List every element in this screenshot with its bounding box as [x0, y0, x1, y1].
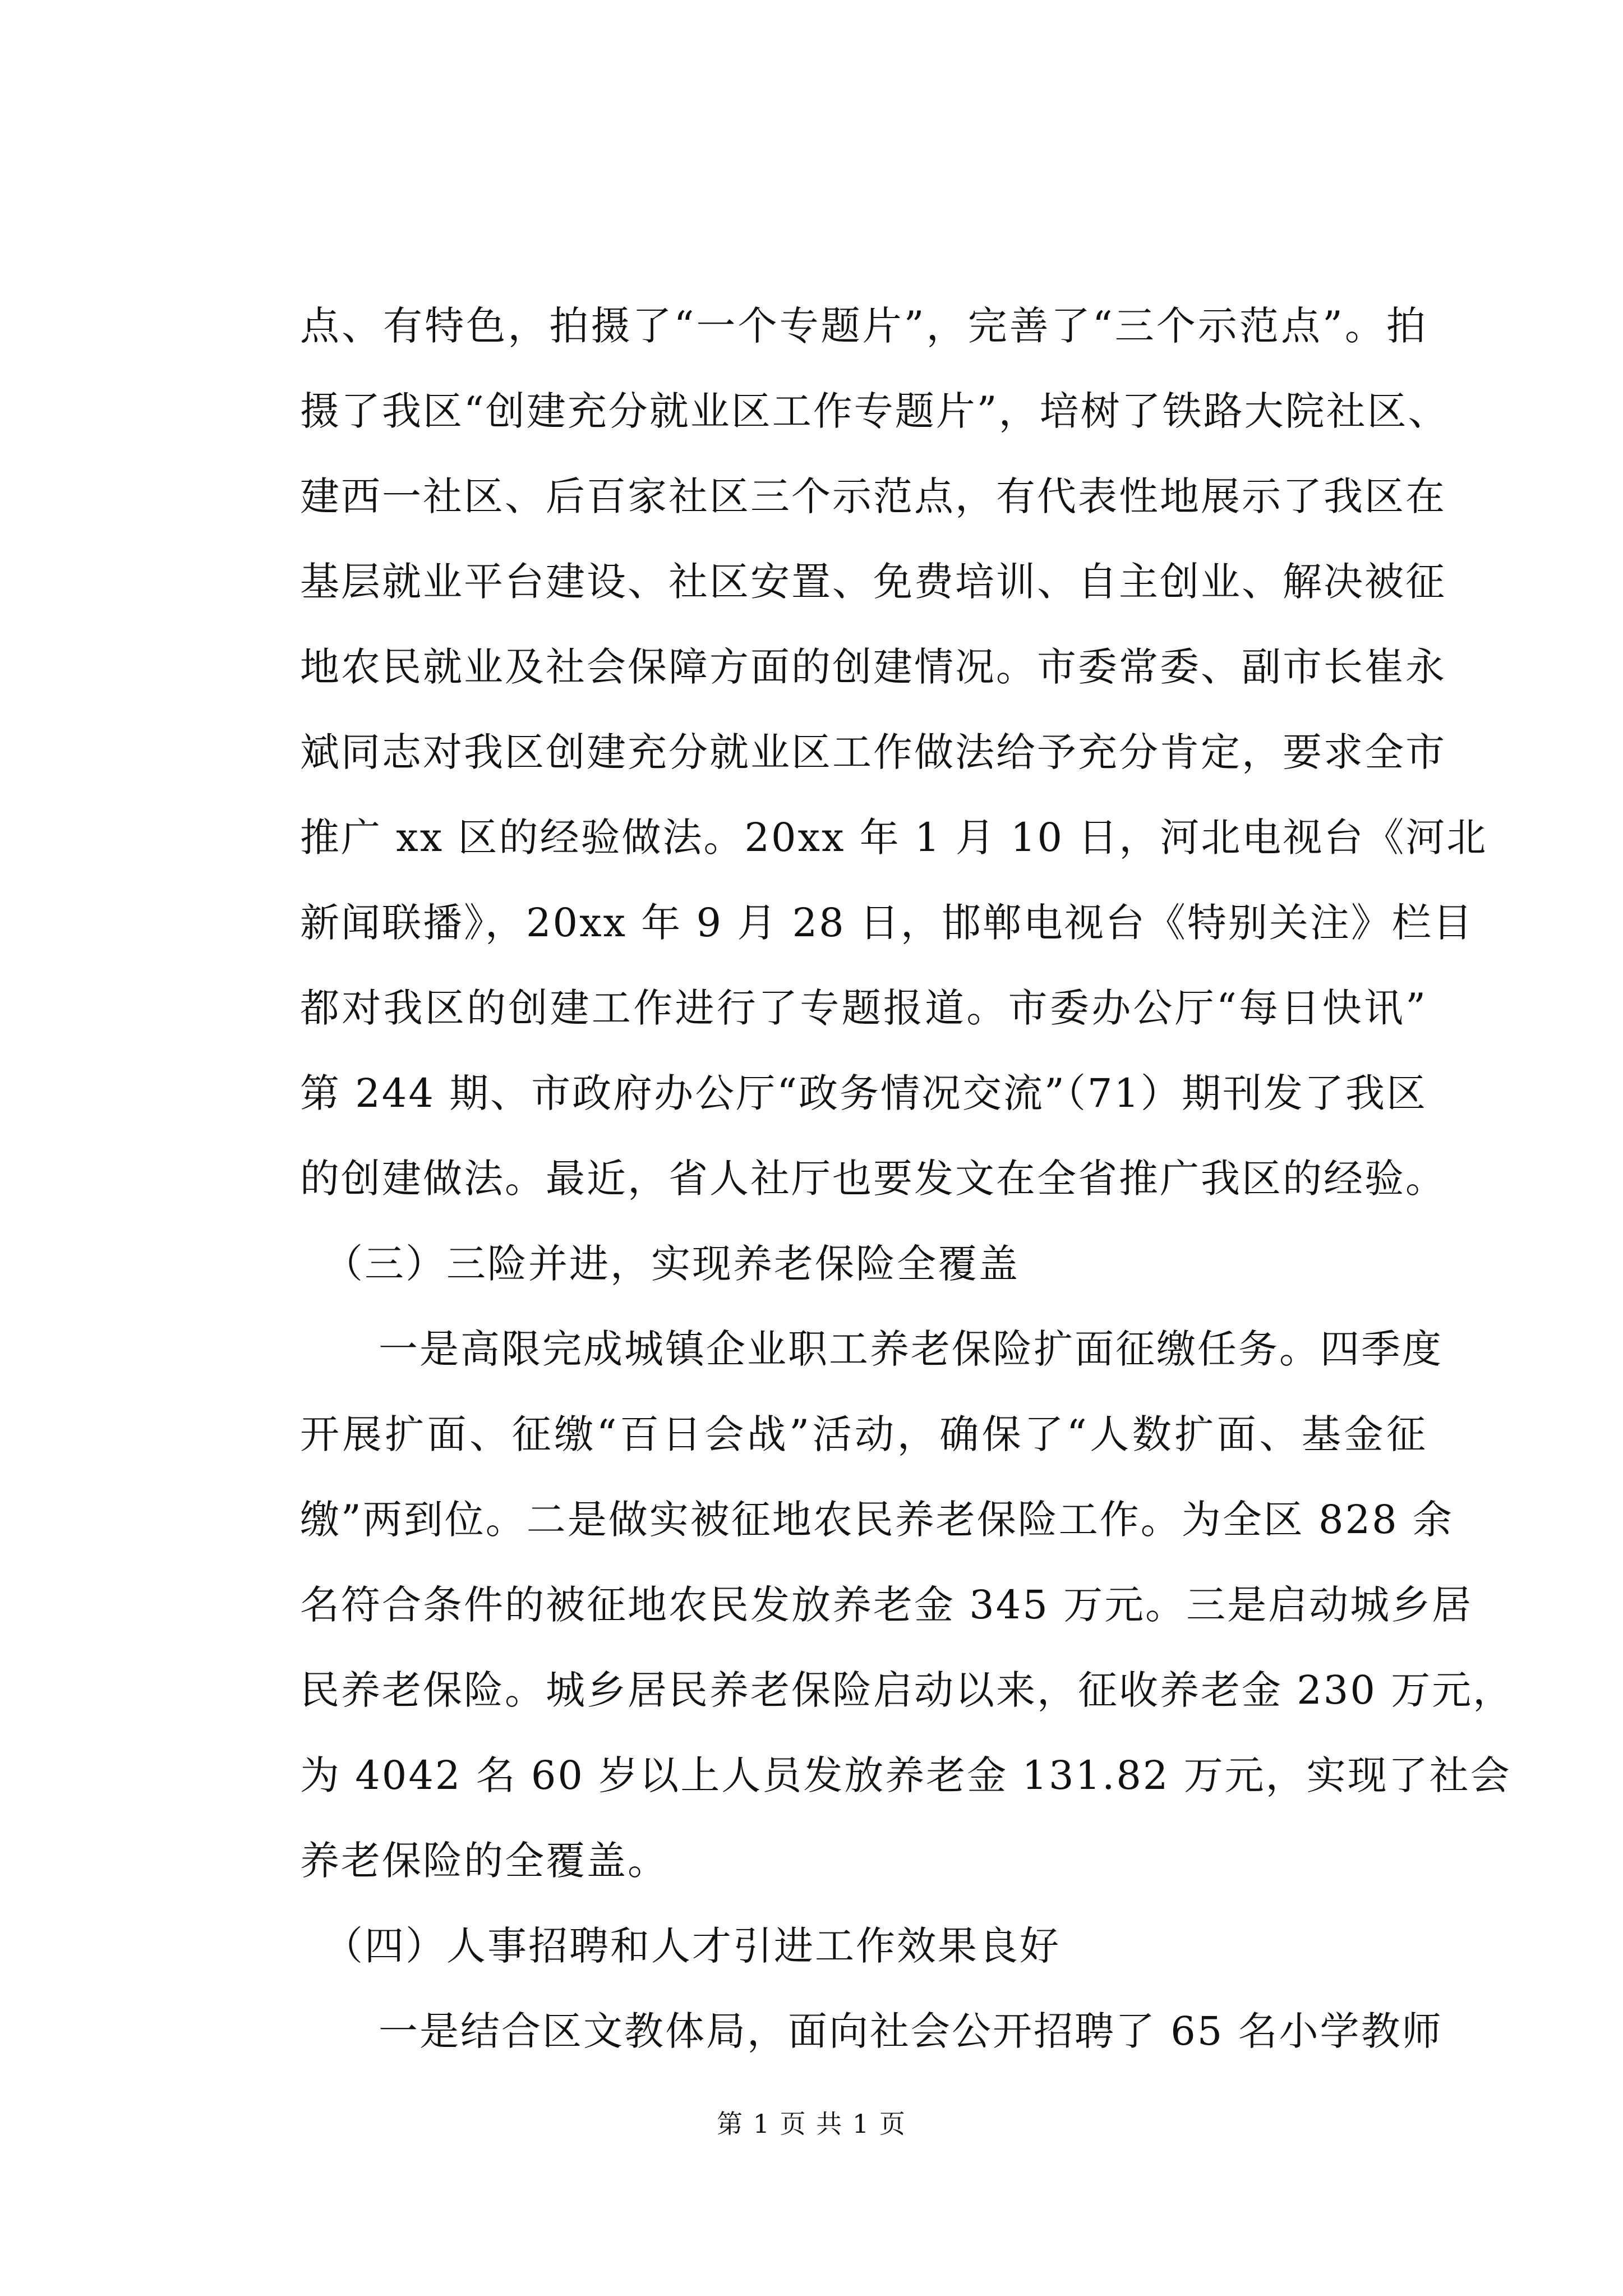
paragraph-line: 缴”两到位。二是做实被征地农民养老保险工作。为全区 828 余 [300, 1497, 1454, 1543]
document-body [300, 283, 1514, 2074]
paragraph-line: 地农民就业及社会保障方面的创建情况。市委常委、副市长崔永 [300, 644, 1446, 690]
paragraph-line: 一是结合区文教体局，面向社会公开招聘了 65 名小学教师 [379, 2008, 1443, 2054]
paragraph-line: 第 244 期、市政府办公厅“政务情况交流”（71）期刊发了我区 [300, 1070, 1427, 1116]
paragraph-line: 推广 xx 区的经验做法。20xx 年 1 月 10 日，河北电视台《河北 [300, 815, 1488, 861]
section-heading: （三）三险并进，实现养老保险全覆盖 [324, 1241, 1020, 1287]
paragraph-line: 的创建做法。最近，省人社厅也要发文在全省推广我区的经验。 [300, 1156, 1446, 1202]
paragraph-line: 一是高限完成城镇企业职工养老保险扩面征缴任务。四季度 [379, 1326, 1443, 1372]
paragraph-line: 点、有特色，拍摄了“一个专题片”，完善了“三个示范点”。拍 [300, 303, 1427, 349]
paragraph-line: 斌同志对我区创建充分就业区工作做法给予充分肯定，要求全市 [300, 729, 1446, 775]
paragraph-line: 建西一社区、后百家社区三个示范点，有代表性地展示了我区在 [300, 473, 1446, 519]
paragraph-line: 摄了我区“创建充分就业区工作专题片”，培树了铁路大院社区、 [300, 388, 1449, 434]
paragraph-line: 名符合条件的被征地农民发放养老金 345 万元。三是启动城乡居 [300, 1582, 1473, 1628]
paragraph-line: 新闻联播》，20xx 年 9 月 28 日，邯郸电视台《特别关注》栏目 [300, 900, 1474, 946]
paragraph-line: 开展扩面、征缴“百日会战”活动，确保了“人数扩面、基金征 [300, 1411, 1427, 1457]
paragraph-line: 民养老保险。城乡居民养老保险启动以来，征收养老金 230 万元， [300, 1667, 1514, 1713]
paragraph-line: 养老保险的全覆盖。 [300, 1838, 668, 1884]
paragraph-line: 都对我区的创建工作进行了专题报道。市委办公厅“每日快讯” [300, 985, 1427, 1031]
paragraph-line: 为 4042 名 60 岁以上人员发放养老金 131.82 万元，实现了社会 [300, 1752, 1511, 1798]
paragraph-line: 基层就业平台建设、社区安置、免费培训、自主创业、解决被征 [300, 559, 1446, 605]
page-number-footer: 第 1 页 共 1 页 [717, 2109, 906, 2139]
section-heading: （四）人事招聘和人才引进工作效果良好 [324, 1923, 1061, 1969]
